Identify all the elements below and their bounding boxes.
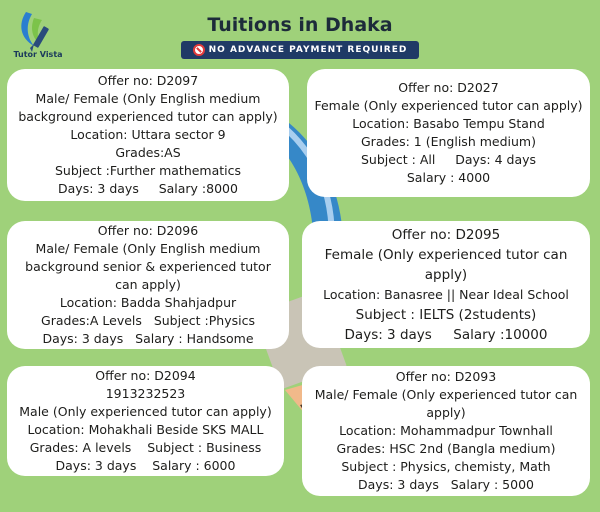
- offer-number: Offer no: D2095: [391, 226, 501, 243]
- offer-number: Offer no: D2094: [95, 368, 196, 383]
- offer-card-d2093: [302, 366, 590, 496]
- banner-text: NO ADVANCE PAYMENT REQUIRED: [208, 45, 408, 55]
- offer-days-salary: Days: 3 days Salary :8000: [58, 181, 238, 196]
- offer-location: Location: Banasree || Near Ideal School: [323, 286, 569, 302]
- offer-requirement: Male/ Female (Only experienced tutor can apply): [314, 387, 578, 420]
- offer-days-salary: Days: 3 days Salary :10000: [344, 326, 548, 343]
- offer-number: Offer no: D2096: [97, 223, 199, 238]
- offer-number: Offer no: D2093: [395, 369, 497, 384]
- offer-card-d2097: [7, 69, 289, 201]
- offer-days-salary: Days: 3 days Salary : 6000: [55, 458, 236, 473]
- offer-requirement: Male (Only experienced tutor can apply): [19, 404, 272, 419]
- offer-salary: Salary : 4000: [406, 170, 491, 185]
- offer-requirement: Female (Only experienced tutor can apply): [324, 246, 568, 283]
- offer-subject: Subject : Physics, chemisty, Math: [341, 459, 551, 474]
- offer-requirement: Male/ Female (Only English medium background experienced tutor can apply): [18, 91, 278, 124]
- prohibited-icon: [193, 44, 205, 56]
- offer-subject: Subject : IELTS (2students): [355, 306, 537, 323]
- offer-card-d2095: [302, 221, 590, 348]
- offer-location: Location: Mohammadpur Townhall: [339, 423, 553, 438]
- offer-grades: Grades:AS: [115, 145, 181, 160]
- logo-text: Tutor Vista: [13, 50, 63, 59]
- page-title: Tuitions in Dhaka: [207, 14, 393, 36]
- offer-card-d2094: [7, 366, 284, 476]
- offer-subject: Subject :Further mathematics: [54, 163, 242, 178]
- offer-requirement: Female (Only experienced tutor can apply): [314, 98, 583, 113]
- offer-number: Offer no: D2027: [398, 80, 499, 95]
- offer-card-d2096: [7, 221, 289, 349]
- offer-location: Location: Uttara sector 9: [70, 127, 226, 142]
- offer-location: Location: Badda Shahjadpur: [59, 295, 237, 310]
- offer-grades: Grades: 1 (English medium): [361, 134, 536, 149]
- offer-subject-days: Subject : All Days: 4 days: [360, 152, 537, 167]
- offer-phone: 1913232523: [105, 386, 186, 401]
- no-advance-payment-banner: [181, 41, 419, 59]
- offer-location: Location: Mohakhali Beside SKS MALL: [27, 422, 264, 437]
- offer-requirement: Male/ Female (Only English medium background senior & experienced tutor can apply): [25, 241, 271, 292]
- offer-grades-subject: Grades: A levels Subject : Business: [29, 440, 262, 455]
- offer-location: Location: Basabo Tempu Stand: [352, 116, 545, 131]
- offer-days-salary: Days: 3 days Salary : Handsome: [42, 331, 254, 346]
- offer-number: Offer no: D2097: [97, 73, 199, 88]
- offer-card-d2027: [307, 69, 590, 197]
- offer-grades-subject: Grades:A Levels Subject :Physics: [41, 313, 255, 328]
- offer-grades: Grades: HSC 2nd (Bangla medium): [336, 441, 556, 456]
- offer-days-salary: Days: 3 days Salary : 5000: [358, 477, 534, 492]
